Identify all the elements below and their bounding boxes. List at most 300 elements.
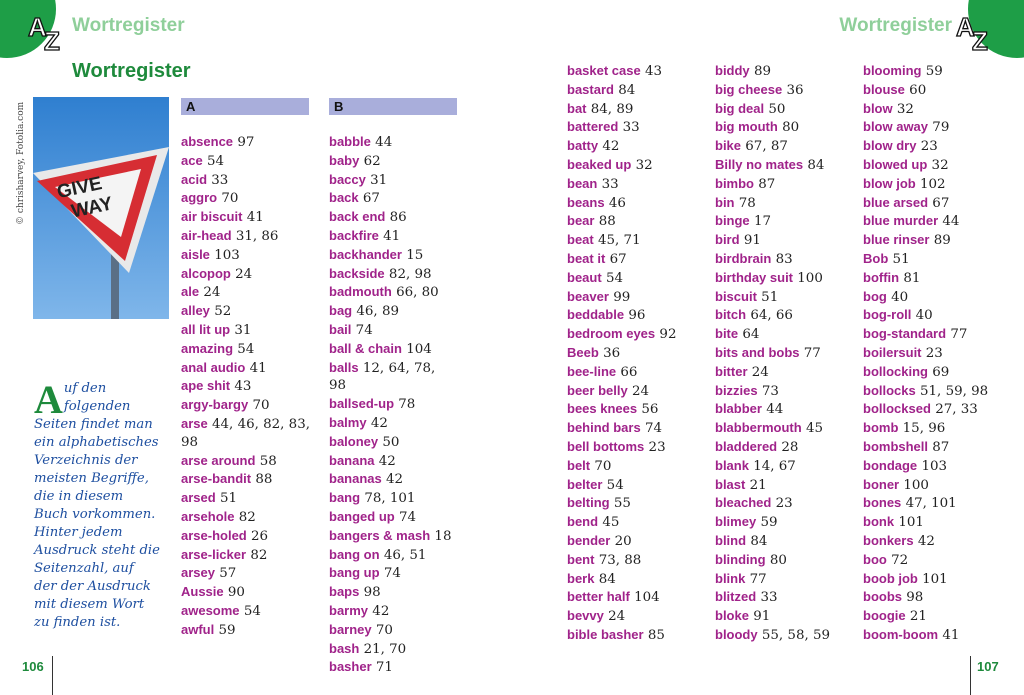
index-page-refs: 67 (932, 195, 950, 211)
index-entry (567, 175, 701, 194)
index-entry (181, 396, 315, 415)
index-page-refs: 92 (659, 327, 677, 343)
index-entry (329, 359, 454, 396)
index-entry (863, 532, 997, 551)
index-entry (181, 546, 315, 565)
index-page-refs: 90 (227, 585, 245, 601)
index-page-refs: 74 (644, 421, 662, 437)
index-entry (181, 302, 315, 321)
index-entry (329, 527, 454, 546)
index-term: biscuit (715, 288, 757, 304)
index-page-refs: 51 (761, 289, 779, 305)
index-entry (863, 175, 997, 194)
index-entry (181, 189, 315, 208)
index-entry (567, 476, 701, 495)
index-page-refs: 15 (406, 247, 424, 263)
index-term: blue arsed (863, 194, 929, 210)
index-page-refs: 40 (891, 289, 909, 305)
index-term: blue murder (863, 213, 939, 229)
index-term: Bob (863, 250, 889, 266)
index-term: blabber (715, 401, 762, 417)
index-term: boo (863, 551, 887, 567)
index-entry (715, 118, 849, 137)
index-term: bang on (329, 546, 380, 562)
index-page-refs: 24 (631, 383, 650, 399)
index-page-refs: 42 (602, 139, 620, 155)
index-page-refs: 24 (751, 364, 769, 380)
index-term: bevvy (567, 608, 604, 624)
index-term: bat (567, 100, 587, 116)
index-entry (181, 621, 315, 640)
index-entry (715, 156, 849, 175)
index-term: boffin (863, 269, 900, 285)
index-page-refs: 80 (782, 120, 800, 136)
index-page-refs: 43 (234, 379, 252, 395)
index-entry (863, 551, 997, 570)
running-head-left: Wortregister (72, 15, 185, 36)
index-page-refs: 12, 64, 78, 98 (329, 360, 436, 394)
index-page-refs: 23 (925, 345, 943, 361)
index-term: arse around (181, 452, 256, 468)
index-entry (863, 62, 997, 81)
index-term: barney (329, 621, 372, 637)
index-entry (181, 415, 315, 452)
index-term: bash (329, 640, 360, 656)
index-term: beddable (567, 307, 625, 323)
index-term: baps (329, 584, 360, 600)
index-term: bitter (715, 363, 748, 379)
index-term: better half (567, 589, 630, 605)
index-page-refs: 100 (903, 477, 929, 493)
svg-text:Z: Z (972, 26, 988, 54)
index-entry (181, 452, 315, 471)
index-page-refs: 82, 98 (388, 266, 432, 282)
index-page-refs: 60 (909, 82, 927, 98)
svg-text:A: A (956, 12, 975, 42)
index-term: baby (329, 152, 360, 168)
index-page-refs: 71 (375, 660, 393, 676)
index-term: blitzed (715, 589, 757, 605)
index-term: bender (567, 532, 611, 548)
index-entry (329, 658, 454, 677)
index-term: baloney (329, 433, 379, 449)
index-page-refs: 87 (932, 439, 950, 455)
index-page-refs: 57 (219, 566, 237, 582)
index-term: blouse (863, 81, 905, 97)
footer-divider-left (52, 656, 53, 695)
sign-text-give: GIVE (55, 173, 104, 204)
index-term: blind (715, 532, 747, 548)
index-page-refs: 89 (753, 64, 771, 79)
index-page-refs: 41 (942, 627, 960, 643)
index-page-refs: 46, 51 (383, 547, 427, 563)
index-entry (567, 457, 701, 476)
index-term: bear (567, 213, 595, 229)
index-term: blabbermouth (715, 420, 802, 436)
index-entry (863, 288, 997, 307)
index-entry (567, 231, 701, 250)
index-entry (329, 564, 454, 583)
page-title: Wortregister (72, 60, 191, 82)
index-term: balmy (329, 414, 367, 430)
index-entry (567, 570, 701, 589)
index-entry (715, 419, 849, 438)
index-term: bike (715, 138, 742, 154)
index-term: boogie (863, 608, 906, 624)
index-entry (181, 527, 315, 546)
index-term: blast (715, 476, 746, 492)
index-entry (863, 118, 997, 137)
index-page-refs: 44 (942, 214, 960, 230)
index-term: blue rinser (863, 232, 930, 248)
a-to-z-icon (26, 10, 70, 54)
index-page-refs: 103 (214, 247, 240, 263)
index-term: awful (181, 621, 215, 637)
index-term: bog (863, 288, 887, 304)
index-page-refs: 67 (609, 251, 627, 267)
index-page-refs: 51, 59, 98 (920, 383, 989, 399)
index-entry (863, 494, 997, 513)
index-term: balls (329, 359, 359, 375)
index-page-refs: 24 (203, 285, 221, 301)
index-entry (329, 452, 454, 471)
index-term: bones (863, 495, 902, 511)
give-way-sign-photo (33, 97, 169, 319)
index-entry (567, 532, 701, 551)
index-page-refs: 78 (738, 195, 756, 211)
index-page-refs: 74 (355, 322, 373, 338)
index-page-refs: 42 (372, 603, 390, 619)
index-entry (567, 344, 701, 363)
index-page-refs: 32 (896, 101, 914, 117)
index-entry (567, 626, 701, 645)
index-entry (715, 551, 849, 570)
index-entry (181, 208, 315, 227)
index-term: back (329, 190, 359, 206)
index-entry (863, 81, 997, 100)
index-term: blowed up (863, 156, 928, 172)
index-page-refs: 45, 71 (598, 233, 641, 249)
index-page-refs: 74 (383, 566, 401, 582)
index-page-refs: 33 (760, 590, 778, 606)
index-term: blink (715, 570, 746, 586)
index-page-refs: 98 (363, 585, 381, 601)
index-entry (863, 457, 997, 476)
index-entry (329, 414, 454, 433)
index-entry (715, 570, 849, 589)
index-entry (715, 231, 849, 250)
index-page-refs: 52 (214, 304, 232, 320)
index-page-refs: 28 (781, 439, 799, 455)
index-entry (863, 513, 997, 532)
index-page-refs: 62 (363, 153, 381, 169)
index-page-refs: 18 (434, 528, 452, 544)
index-term: bend (567, 514, 599, 530)
index-entry (715, 306, 849, 325)
index-term: Aussie (181, 584, 224, 600)
index-page-refs: 23 (920, 139, 938, 155)
index-entry (181, 152, 315, 171)
index-term: blow (863, 100, 893, 116)
index-entry (715, 607, 849, 626)
index-entry (329, 321, 454, 340)
index-term: beans (567, 194, 605, 210)
index-term: ale (181, 284, 200, 300)
index-entry (329, 546, 454, 565)
index-term: basket case (567, 63, 641, 78)
index-term: bee-line (567, 363, 617, 379)
index-page-refs: 32 (635, 157, 653, 173)
index-page-refs: 42 (386, 472, 404, 488)
svg-text:A: A (28, 12, 47, 42)
index-term: Beeb (567, 344, 599, 360)
index-entry (181, 377, 315, 396)
index-entry (181, 321, 315, 340)
index-term: arse (181, 415, 208, 431)
index-entry (567, 607, 701, 626)
index-entry (715, 476, 849, 495)
index-page-refs: 102 (919, 176, 946, 192)
index-page-refs: 86 (389, 210, 407, 226)
index-page-refs: 78, 101 (364, 491, 416, 507)
index-entry (329, 602, 454, 621)
index-page-refs: 47, 101 (905, 496, 957, 512)
index-page-refs: 58 (259, 453, 277, 469)
index-page-refs: 91 (743, 233, 761, 249)
index-term: barmy (329, 602, 369, 618)
index-entry (863, 250, 997, 269)
index-term: blimey (715, 514, 757, 530)
index-term: bail (329, 321, 352, 337)
index-page-refs: 101 (922, 571, 948, 587)
index-term: ace (181, 152, 203, 168)
index-term: basher (329, 659, 372, 675)
index-term: arsey (181, 565, 215, 581)
index-term: beat it (567, 250, 606, 266)
index-column-1 (181, 133, 315, 640)
index-page-refs: 82 (250, 547, 268, 563)
index-page-refs: 24 (235, 266, 253, 282)
index-entry (863, 212, 997, 231)
index-term: beaut (567, 269, 602, 285)
index-page-refs: 21 (909, 609, 927, 625)
index-term: blow dry (863, 138, 917, 154)
index-entry (715, 344, 849, 363)
index-term: bonkers (863, 532, 914, 548)
index-page-refs: 73, 88 (598, 552, 642, 568)
index-term: battered (567, 119, 619, 135)
index-page-refs: 91 (753, 609, 771, 625)
index-term: amazing (181, 340, 234, 356)
index-term: ball & chain (329, 340, 402, 356)
index-entry (863, 100, 997, 119)
index-entry (715, 250, 849, 269)
index-page-refs: 32 (931, 157, 949, 173)
index-term: air biscuit (181, 209, 243, 225)
index-entry (181, 283, 315, 302)
index-page-refs: 20 (614, 533, 632, 549)
index-page-refs: 33 (211, 172, 229, 188)
index-entry (329, 433, 454, 452)
index-entry (863, 344, 997, 363)
index-page-refs: 59 (760, 515, 778, 531)
index-term: arsehole (181, 508, 235, 524)
index-page-refs: 70 (221, 191, 239, 207)
index-entry (715, 194, 849, 213)
index-term: arsed (181, 490, 216, 506)
index-page-refs: 72 (891, 552, 909, 568)
index-entry (329, 171, 454, 190)
index-entry (715, 400, 849, 419)
index-entry (567, 288, 701, 307)
index-term: boom-boom (863, 626, 939, 642)
index-entry (715, 81, 849, 100)
intro-dropcap: A (34, 377, 63, 422)
index-page-refs: 44 (766, 402, 784, 418)
index-entry (863, 363, 997, 382)
index-page-refs: 79 (932, 120, 950, 136)
index-entry (329, 246, 454, 265)
index-page-refs: 73 (761, 383, 779, 399)
index-page-refs: 31 (370, 172, 388, 188)
page-number-left: 106 (22, 659, 44, 674)
index-page-refs: 87 (758, 176, 776, 192)
index-entry (567, 494, 701, 513)
index-entry (181, 489, 315, 508)
index-term: bananas (329, 471, 382, 487)
index-page-refs: 36 (786, 82, 804, 98)
index-entry (181, 564, 315, 583)
index-entry (715, 325, 849, 344)
index-entry (715, 62, 849, 81)
index-entry (181, 340, 315, 359)
index-entry (329, 283, 454, 302)
index-page-refs: 70 (252, 398, 270, 414)
index-term: big deal (715, 100, 765, 116)
index-entry (181, 602, 315, 621)
index-term: bees knees (567, 401, 638, 417)
index-page-refs: 44 (375, 135, 393, 150)
index-term: bangers & mash (329, 527, 431, 543)
index-page-refs: 84 (618, 82, 636, 98)
index-term: bleached (715, 495, 772, 511)
index-page-refs: 55 (613, 496, 631, 512)
index-term: bog-roll (863, 307, 912, 323)
index-page-refs: 77 (803, 345, 821, 361)
index-term: bird (715, 232, 740, 248)
index-page-refs: 54 (206, 153, 225, 169)
index-page-refs: 89 (933, 233, 951, 249)
index-page-refs: 85 (647, 627, 665, 643)
index-page-refs: 31 (234, 322, 252, 338)
index-entry (181, 171, 315, 190)
index-column-3 (567, 62, 701, 645)
index-entry (567, 363, 701, 382)
index-page-refs: 46 (608, 195, 626, 211)
index-term: big mouth (715, 119, 778, 135)
index-page-refs: 67 (362, 191, 380, 207)
index-entry (567, 137, 701, 156)
index-page-refs: 84 (598, 571, 616, 587)
index-term: back end (329, 209, 386, 225)
index-term: boner (863, 476, 900, 492)
index-term: blinding (715, 551, 766, 567)
index-entry (863, 156, 997, 175)
index-term: ballsed-up (329, 396, 395, 412)
index-entry (329, 152, 454, 171)
index-page-refs: 41 (246, 210, 264, 226)
index-column-4 (715, 62, 849, 645)
a-to-z-icon (954, 10, 998, 54)
index-term: aisle (181, 246, 210, 262)
index-entry (863, 194, 997, 213)
index-entry (863, 325, 997, 344)
index-term: arse-licker (181, 546, 247, 562)
index-entry (863, 607, 997, 626)
index-entry (863, 400, 997, 419)
index-page-refs: 41 (249, 360, 267, 376)
index-entry (715, 288, 849, 307)
index-term: bean (567, 175, 598, 191)
index-entry (715, 513, 849, 532)
index-entry (329, 189, 454, 208)
index-entry (329, 340, 454, 359)
index-term: behind bars (567, 420, 641, 436)
index-term: awesome (181, 602, 240, 618)
index-entry (715, 438, 849, 457)
index-term: boob job (863, 570, 918, 586)
index-entry (567, 156, 701, 175)
index-entry (715, 269, 849, 288)
index-term: absence (181, 134, 234, 149)
index-page-refs: 14, 67 (753, 458, 796, 474)
index-term: bonk (863, 514, 895, 530)
index-term: birdbrain (715, 250, 772, 266)
index-page-refs: 101 (898, 515, 924, 531)
index-page-refs: 51 (892, 251, 910, 267)
index-term: all lit up (181, 321, 231, 337)
index-page-refs: 84 (750, 533, 768, 549)
index-page-refs: 80 (769, 552, 787, 568)
index-term: bang up (329, 565, 380, 581)
index-term: bent (567, 551, 595, 567)
index-page-refs: 17 (753, 214, 771, 230)
index-term: anal audio (181, 359, 246, 375)
index-entry (181, 508, 315, 527)
index-page-refs: 21 (749, 477, 767, 493)
index-term: banana (329, 452, 375, 468)
index-page-refs: 74 (398, 509, 417, 525)
index-page-refs: 41 (383, 228, 401, 244)
index-page-refs: 83 (775, 251, 793, 267)
index-term: bible basher (567, 626, 644, 642)
index-entry (715, 532, 849, 551)
index-entry (567, 194, 701, 213)
index-term: Billy no mates (715, 156, 804, 172)
index-term: backside (329, 265, 385, 281)
index-page-refs: 23 (775, 496, 793, 512)
index-term: bladdered (715, 438, 778, 454)
index-term: arse-holed (181, 527, 247, 543)
index-page-refs: 36 (603, 345, 621, 361)
index-entry (329, 489, 454, 508)
index-entry (567, 588, 701, 607)
index-page-refs: 51 (219, 491, 238, 507)
index-entry (567, 81, 701, 100)
index-page-refs: 31, 86 (235, 228, 279, 244)
index-term: bombshell (863, 438, 929, 454)
index-page-refs: 100 (797, 270, 823, 286)
